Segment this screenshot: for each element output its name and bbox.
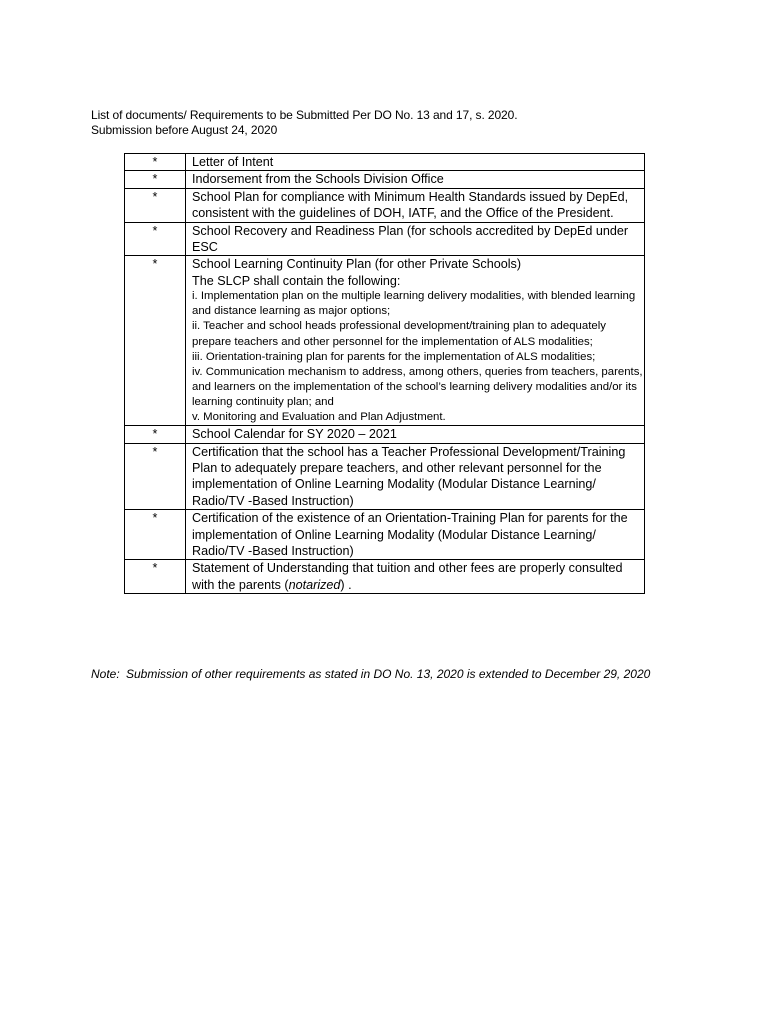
row-bullet: *: [125, 510, 186, 560]
row-text: [186, 443, 645, 510]
row-text-line: Letter of Intent: [192, 155, 274, 169]
table-row: [125, 426, 645, 443]
note-label: Note:: [91, 667, 120, 681]
row-text-line: Certification that the school has a Teacher Professional Development/Training Plan to adequately prepare teachers, and other relevant personnel for the implementation of Online Learning Modality (Modular Distance Learning/ Radio/TV -Based Instruction): [192, 444, 626, 508]
slcp-sub-item: iii. Orientation-training plan for parents for the implementation of ALS modalities;: [192, 350, 596, 363]
row-bullet: *: [125, 443, 186, 510]
slcp-sub-item: i. Implementation plan on the multiple learning delivery modalities, with blended learning and distance learning as major options;: [192, 290, 636, 318]
row-text: [186, 154, 645, 171]
row-text: [186, 510, 645, 560]
row-text-line: The SLCP shall contain the following:: [192, 273, 401, 288]
row-text-line: School Plan for compliance with Minimum Health Standards issued by DepEd, consistent with the guidelines of DOH, IATF, and the Office of the President.: [192, 189, 629, 221]
row-text-line: School Learning Continuity Plan (for other Private Schools): [192, 257, 522, 272]
table-row: [125, 171, 645, 188]
slcp-sub-item: v. Monitoring and Evaluation and Plan Adjustment.: [192, 411, 446, 423]
row-bullet: *: [125, 171, 186, 188]
row-text: [186, 426, 645, 443]
row-text: [186, 256, 645, 426]
table-row: [125, 154, 645, 171]
row-text: [186, 188, 645, 222]
slcp-sub-item: iv. Communication mechanism to address, among others, queries from teachers, parents, and learners on the implementation of the school’s learning delivery modalities and/or its learning continuity plan; and: [192, 365, 643, 408]
row-bullet: *: [125, 222, 186, 256]
row-text-line: School Recovery and Readiness Plan (for schools accredited by DepEd under ESC: [192, 223, 629, 255]
heading-deadline: Submission before August 24, 2020: [91, 123, 278, 137]
table-row: [125, 443, 645, 510]
row-text-line: Indorsement from the Schools Division Office: [192, 172, 444, 187]
slcp-sub-item: ii. Teacher and school heads professional development/training plan to adequately prepare teachers and other personnel for the implementation of ALS modalities;: [192, 320, 606, 348]
row-text: [186, 222, 645, 256]
heading-title: List of documents/ Requirements to be Submitted Per DO No. 13 and 17, s. 2020.: [91, 108, 518, 122]
table-row: [125, 560, 645, 594]
row-bullet: *: [125, 560, 186, 594]
table-row: [125, 222, 645, 256]
document-heading: [91, 108, 691, 138]
note-text: Submission of other requirements as stated in DO No. 13, 2020 is extended to December 29, 2020: [126, 667, 651, 681]
row-text: [186, 171, 645, 188]
table-row: [125, 510, 645, 560]
notarized-emphasis: notarized: [288, 577, 341, 592]
requirements-table: [124, 153, 645, 594]
row-text-tail: ) .: [340, 577, 352, 592]
table-row: [125, 188, 645, 222]
row-text: [186, 560, 645, 594]
row-text-line: Statement of Understanding that tuition and other fees are properly consulted with the parents (: [192, 561, 623, 592]
row-text-line: School Calendar for SY 2020 – 2021: [192, 427, 397, 442]
row-bullet: *: [125, 256, 186, 426]
row-bullet: *: [125, 426, 186, 443]
row-bullet: *: [125, 154, 186, 171]
row-text-line: Certification of the existence of an Orientation-Training Plan for parents for the implementation of Online Learning Modality (Modular Distance Learning/ Radio/TV -Based Instruction): [192, 511, 628, 558]
row-bullet: *: [125, 188, 186, 222]
table-row: [125, 256, 645, 426]
